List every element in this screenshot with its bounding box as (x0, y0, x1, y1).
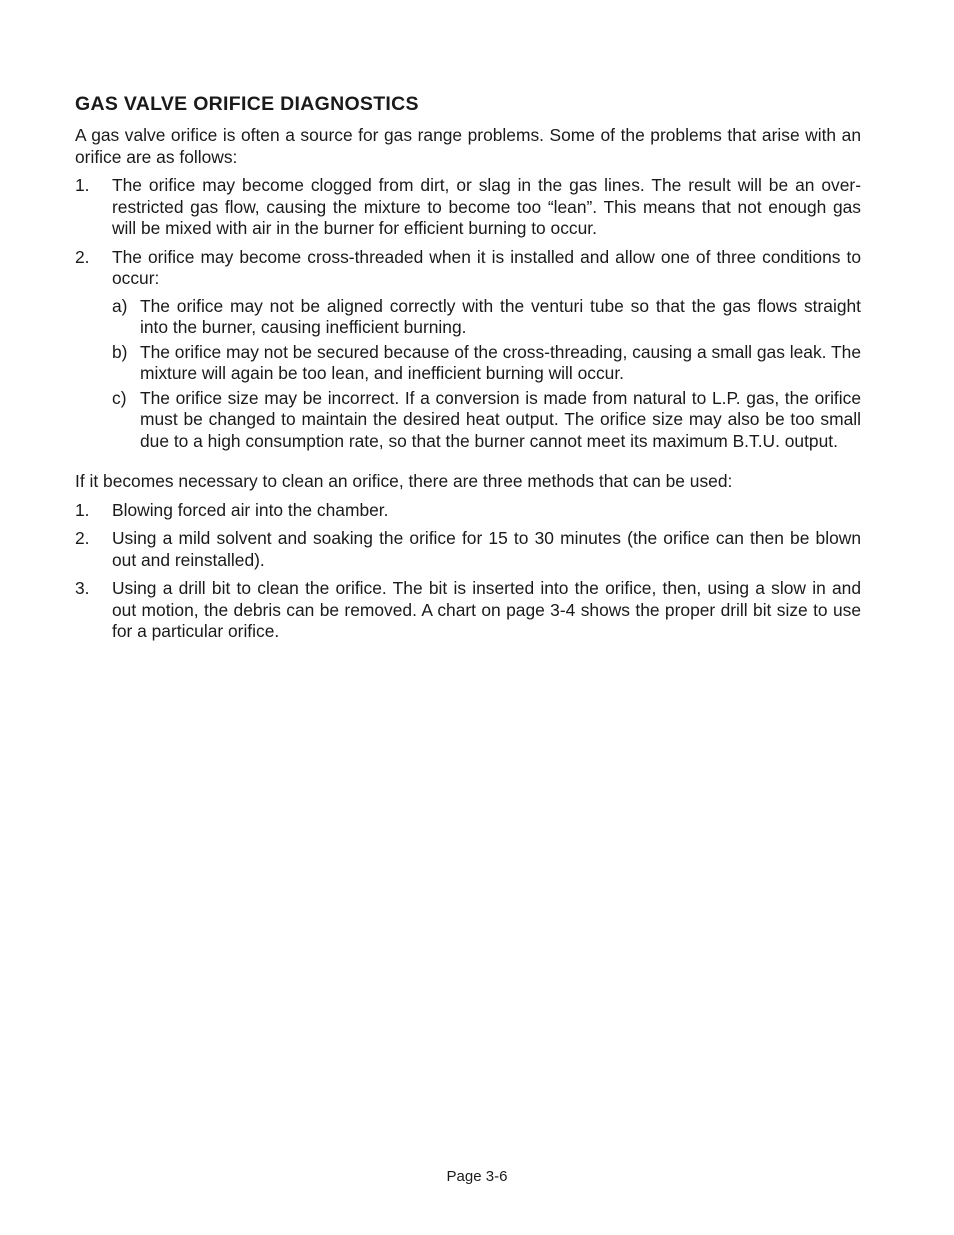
section-spacer (75, 459, 861, 471)
section-heading: GAS VALVE ORIFICE DIAGNOSTICS (75, 93, 419, 115)
problems-list (75, 175, 861, 452)
problem-item (75, 247, 861, 453)
cleaning-methods-list (75, 500, 861, 643)
cleaning-intro-paragraph: If it becomes necessary to clean an orifice, there are three methods that can be used: (75, 471, 733, 491)
problem-number: 1. (75, 175, 90, 195)
method-number: 2. (75, 528, 90, 548)
condition-item (112, 296, 861, 339)
problem-text: The orifice may become clogged from dirt, or slag in the gas lines. The result will be an over-restricted gas flow, causing the mixture to become too “lean”. This means that not enough gas will be mixed with air in the burner for efficient burning to occur. (112, 175, 861, 238)
page-number: Page 3-6 (446, 1168, 508, 1185)
document-page (75, 92, 861, 650)
intro-paragraph: A gas valve orifice is often a source for gas range problems. Some of the problems that arise with an orifice are as follows: (75, 125, 861, 167)
condition-letter: a) (112, 295, 128, 316)
condition-text: The orifice size may be incorrect. If a conversion is made from natural to L.P. gas, the orifice must be changed to maintain the desired heat output. The orifice size may also be too small due to a high consumption rate, so that the burner cannot meet its maximum B.T.U. output. (140, 387, 861, 451)
condition-item (112, 388, 861, 453)
condition-item (112, 342, 861, 385)
method-item (75, 578, 861, 643)
problem-text: The orifice may become cross-threaded when it is installed and allow one of three conditions to occur: (112, 246, 861, 288)
method-number: 1. (75, 499, 90, 520)
condition-text: The orifice may not be aligned correctly with the venturi tube so that the gas flows straight into the burner, causing inefficient burning. (140, 295, 861, 337)
method-item (75, 500, 861, 522)
method-item (75, 528, 861, 571)
condition-letter: c) (112, 387, 127, 408)
method-text: Using a drill bit to clean the orifice. The bit is inserted into the orifice, then, using a slow in and out motion, the debris can be removed. A chart on page 3-4 shows the proper drill bit size to use for a particular orifice. (112, 578, 861, 641)
condition-letter: b) (112, 341, 128, 362)
condition-text: The orifice may not be secured because of the cross-threading, causing a small gas leak. The mixture will again be too lean, and inefficient burning will occur. (140, 341, 861, 383)
problem-item (75, 175, 861, 240)
method-text: Blowing forced air into the chamber. (112, 499, 389, 520)
problem-number: 2. (75, 246, 90, 267)
condition-list (112, 296, 861, 453)
method-number: 3. (75, 578, 90, 598)
method-text: Using a mild solvent and soaking the orifice for 15 to 30 minutes (the orifice can then be blown out and reinstalled). (112, 528, 861, 570)
